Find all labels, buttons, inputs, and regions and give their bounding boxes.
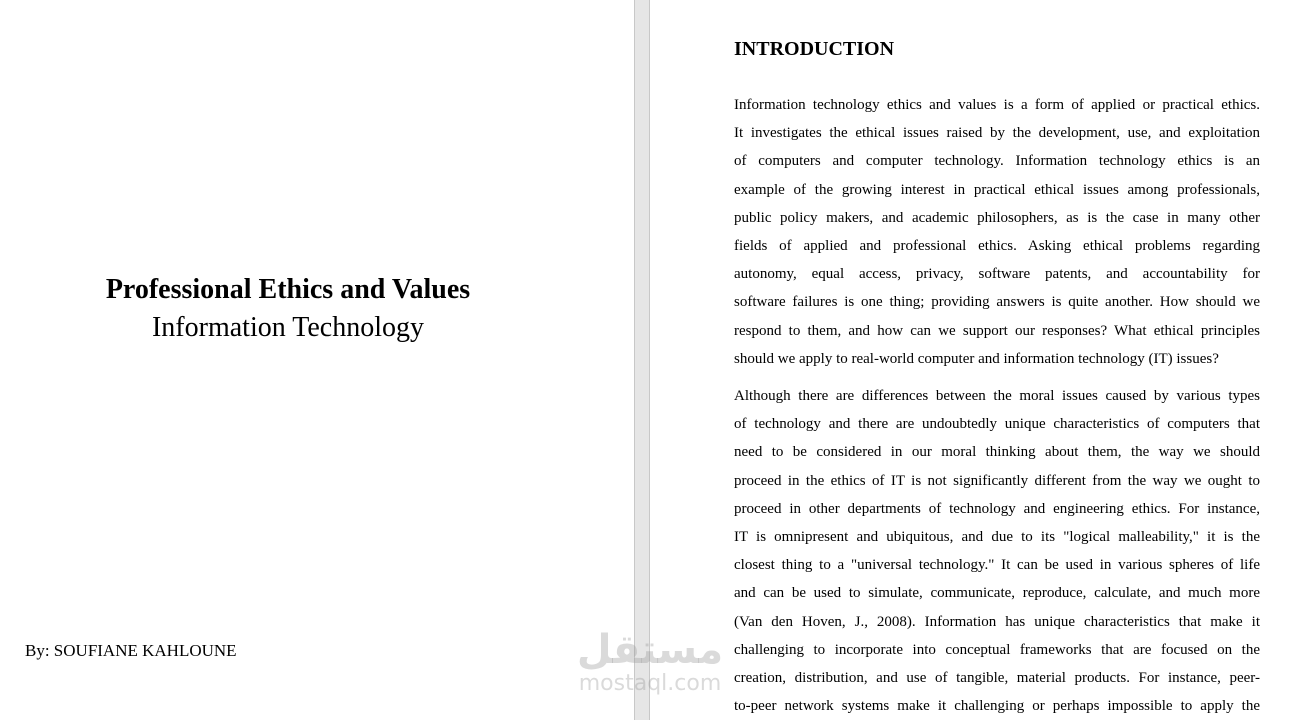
paragraph-line: autonomy, equal access, privacy, software patents, and accountability for	[734, 266, 1260, 283]
paragraph-line: closest thing to a "universal technology." It can be used in various spheres of life	[734, 557, 1260, 574]
paragraph-line: should we apply to real-world computer and information technology (IT) issues?	[734, 350, 1219, 367]
paragraph-line: Although there are differences between the moral issues caused by various types	[734, 388, 1260, 404]
paragraph-line: Information technology ethics and values is a form of applied or practical ethics.	[734, 97, 1260, 113]
paragraph-line: respond to them, and how can we support our responses? What ethical principles	[734, 322, 1260, 339]
watermark-latin: mostaql.com	[578, 671, 722, 696]
cover-page	[0, 0, 634, 720]
paragraph-line: creation, distribution, and use of tangible, material products. For instance, peer-	[734, 669, 1260, 686]
paragraph-line: proceed in other departments of technology and engineering ethics. For instance,	[734, 500, 1260, 517]
paragraph-line: need to be considered in our moral thinking about them, the way we should	[734, 444, 1260, 461]
paragraph-line: fields of applied and professional ethics. Asking ethical problems regarding	[734, 237, 1260, 254]
paragraph-line: public policy makers, and academic philosophers, as is the case in many other	[734, 209, 1260, 226]
document-title: Professional Ethics and Values	[105, 274, 471, 305]
paragraph-line: proceed in the ethics of IT is not significantly different from the way we ought to	[734, 472, 1260, 489]
paragraph-line: challenging to incorporate into conceptual frameworks that are focused on the	[734, 641, 1260, 658]
author-line: By: SOUFIANE KAHLOUNE	[25, 641, 237, 660]
paragraph-line: of technology and there are undoubtedly unique characteristics of computers that	[734, 416, 1260, 433]
paragraph-2	[734, 382, 1260, 720]
paragraph-line: (Van den Hoven, J., 2008). Information has unique characteristics that make it	[734, 613, 1260, 630]
paragraph-1	[734, 91, 1260, 373]
watermark-arabic: مستقل	[576, 627, 724, 673]
paragraph-line: of computers and computer technology. Information technology ethics is an	[734, 153, 1260, 170]
section-heading: INTRODUCTION	[734, 38, 895, 60]
document-subtitle: Information Technology	[151, 312, 424, 343]
paragraph-line: and can be used to simulate, communicate, reproduce, calculate, and much more	[734, 585, 1260, 602]
content-page	[650, 0, 1300, 720]
page-separator	[634, 0, 650, 720]
paragraph-line: It investigates the ethical issues raised by the development, use, and exploitation	[734, 125, 1260, 142]
paragraph-line: IT is omnipresent and ubiquitous, and due to its "logical malleability," it is the	[734, 528, 1260, 545]
paragraph-line: to-peer network systems make it challenging or perhaps impossible to apply the	[734, 698, 1260, 715]
paragraph-line: software failures is one thing; providing answers is quite another. How should we	[734, 294, 1260, 311]
paragraph-line: example of the growing interest in practical ethical issues among professionals,	[734, 181, 1260, 198]
